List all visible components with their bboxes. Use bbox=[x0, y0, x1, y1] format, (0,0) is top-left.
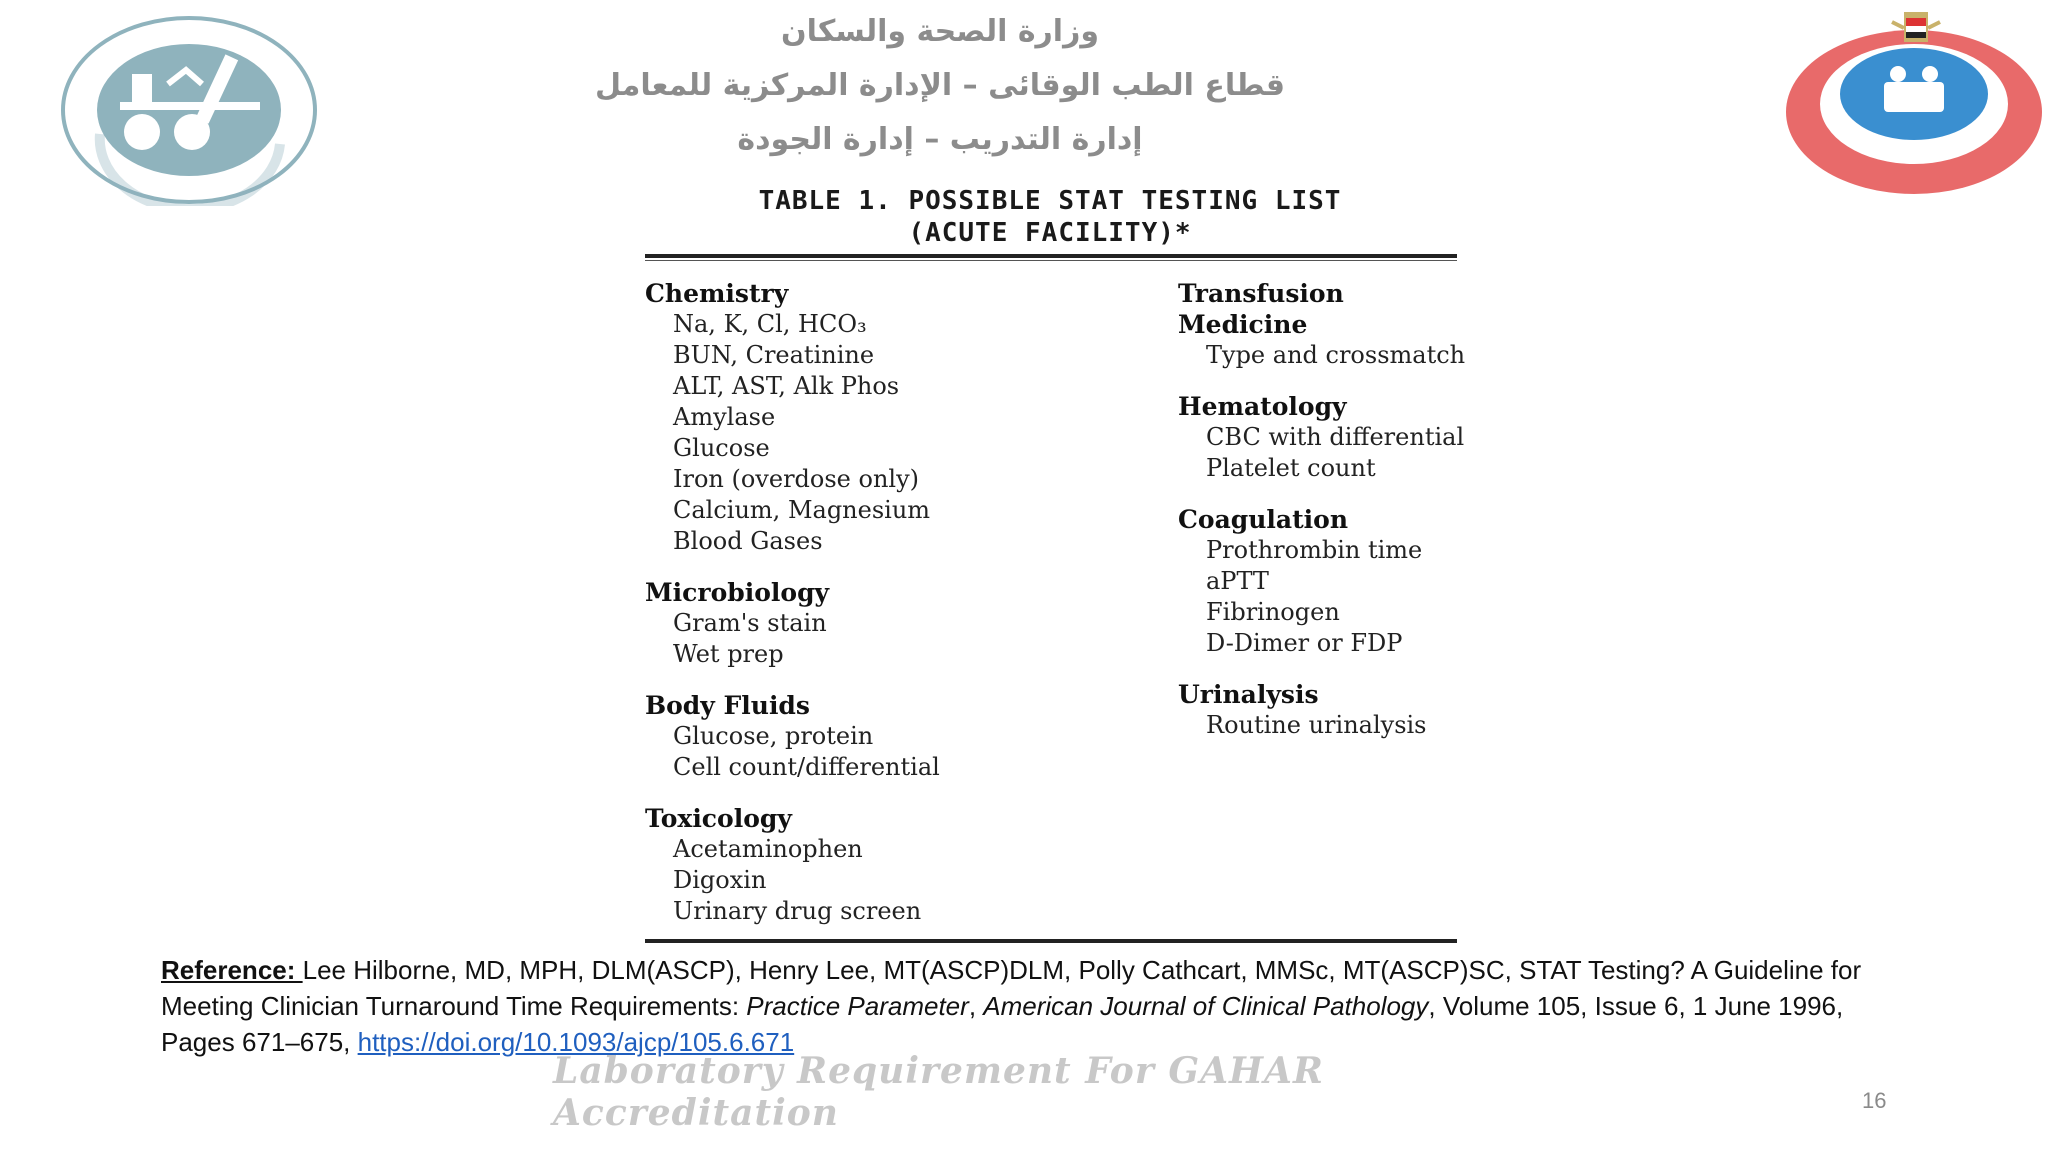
test-item: Wet prep bbox=[673, 640, 784, 668]
table-section bbox=[645, 577, 1145, 670]
test-item: Fibrinogen bbox=[1206, 598, 1340, 626]
test-item: Amylase bbox=[673, 403, 776, 431]
reference-italic-1: Practice Parameter bbox=[746, 991, 969, 1021]
section-heading: Body Fluids bbox=[645, 691, 810, 720]
table-section bbox=[645, 690, 1145, 783]
arabic-sector-title: قطاع الطب الوقائى – الإدارة المركزية للمعامل bbox=[594, 68, 1286, 103]
test-item: Na, K, Cl, HCO₃ bbox=[673, 310, 867, 338]
test-item: Blood Gases bbox=[673, 527, 823, 555]
table-top-rule bbox=[645, 254, 1457, 258]
section-heading: Chemistry bbox=[645, 279, 789, 308]
page-number: 16 bbox=[1862, 1088, 1887, 1113]
table-top-rule-thin bbox=[645, 260, 1457, 261]
section-heading: Coagulation bbox=[1178, 505, 1349, 534]
table-left-column bbox=[645, 278, 1145, 947]
reference-text-1: Lee Hilborne, MD, MPH, DLM(ASCP), Henry Lee, MT(ASCP)DLM, Polly Cathcart, MMSc, MT(ASCP)SC, STAT Testing? A Guideline for Meeting Clinician Turnaround Time Requirements: bbox=[161, 955, 1862, 1021]
reference-sep: , bbox=[968, 991, 984, 1021]
section-heading: Toxicology bbox=[645, 804, 792, 833]
arabic-ministry-title: وزارة الصحة والسكان bbox=[780, 14, 1100, 49]
table-bottom-rule bbox=[645, 939, 1457, 943]
arabic-department-title: إدارة التدريب – إدارة الجودة bbox=[737, 122, 1143, 157]
section-heading: Urinalysis bbox=[1178, 680, 1319, 709]
test-item: BUN, Creatinine bbox=[673, 341, 875, 369]
table-section bbox=[645, 803, 1145, 927]
table-section bbox=[1178, 391, 1478, 484]
section-heading: Transfusion Medicine bbox=[1178, 279, 1344, 339]
test-item: Urinary drug screen bbox=[673, 897, 922, 925]
reference-italic-2: American Journal of Clinical Pathology bbox=[983, 991, 1429, 1021]
test-item: Iron (overdose only) bbox=[673, 465, 919, 493]
section-heading: Microbiology bbox=[645, 578, 830, 607]
test-item: ALT, AST, Alk Phos bbox=[673, 372, 900, 400]
test-item: Calcium, Magnesium bbox=[673, 496, 931, 524]
reference-text-2: , Volume 105, Issue 6, 1 June 1996, Pages 671–675, bbox=[161, 991, 1844, 1057]
reference-label: Reference: bbox=[161, 955, 303, 985]
table-title: TABLE 1. POSSIBLE STAT TESTING LIST bbox=[758, 186, 1342, 216]
table-right-column bbox=[1178, 278, 1478, 761]
test-item: Prothrombin time bbox=[1206, 536, 1423, 564]
table-section bbox=[1178, 504, 1478, 659]
reference-citation bbox=[161, 952, 1921, 1060]
table-section bbox=[645, 278, 1145, 557]
test-item: aPTT bbox=[1206, 567, 1269, 595]
table-section bbox=[1178, 278, 1478, 371]
test-item: Cell count/differential bbox=[673, 753, 940, 781]
test-item: Digoxin bbox=[673, 866, 767, 894]
test-item: CBC with differential bbox=[1206, 423, 1465, 451]
reference-doi-link[interactable]: https://doi.org/10.1093/ajcp/105.6.671 bbox=[357, 1027, 795, 1057]
test-item: Glucose bbox=[673, 434, 770, 462]
test-item: Platelet count bbox=[1206, 454, 1376, 482]
footer-watermark: Laboratory Requirement For GAHAR Accreditation bbox=[553, 1050, 1324, 1134]
test-item: Routine urinalysis bbox=[1206, 711, 1427, 739]
table-subtitle: (ACUTE FACILITY)* bbox=[908, 218, 1192, 248]
test-item: Type and crossmatch bbox=[1206, 341, 1466, 369]
table-section bbox=[1178, 679, 1478, 741]
test-item: Acetaminophen bbox=[673, 835, 863, 863]
test-item: Glucose, protein bbox=[673, 722, 874, 750]
section-heading: Hematology bbox=[1178, 392, 1347, 421]
test-item: Gram's stain bbox=[673, 609, 827, 637]
test-item: D-Dimer or FDP bbox=[1206, 629, 1403, 657]
